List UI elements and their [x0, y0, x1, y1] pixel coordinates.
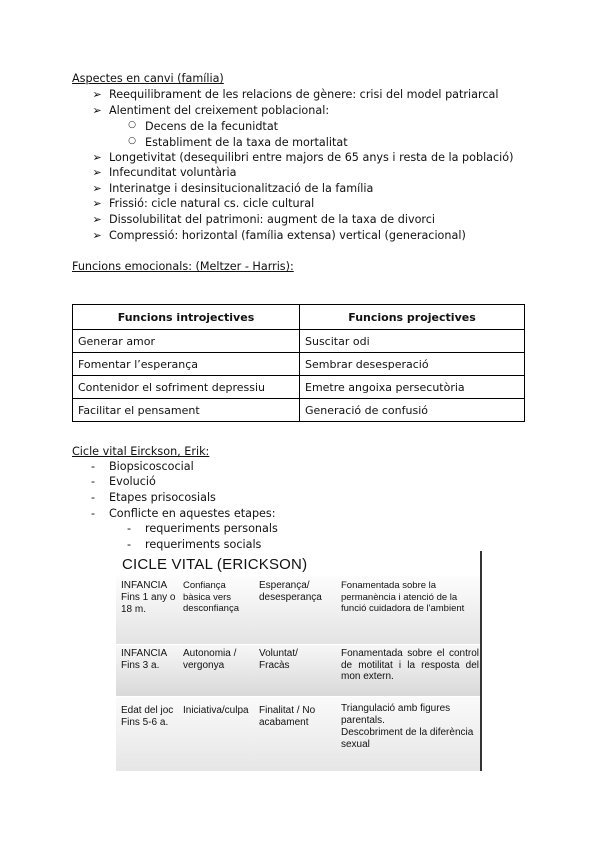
sub-list-item: Establiment de la taxa de mortalitat: [145, 136, 348, 149]
stage-row: [116, 576, 482, 645]
stage-conflict: Iniciativa/culpa: [183, 705, 249, 716]
stage-description: Triangulació amb figures parentals.: [341, 703, 451, 726]
table-cell: Fomentar l’esperança: [73, 353, 300, 376]
dash-bullet-icon: -: [90, 507, 96, 520]
stage-virtue: Finalitat / No acabament: [259, 705, 316, 728]
arrow-bullet-icon: ➢: [92, 104, 102, 117]
arrow-bullet-icon: ➢: [92, 88, 102, 101]
table-cell: Suscitar odi: [300, 330, 525, 353]
table-cell: Sembrar desesperació: [300, 353, 525, 376]
stage-description: Fonamentada sobre el control de motilitat i la resposta del mon extern.: [341, 648, 479, 682]
section2-heading: Funcions emocionals: (Meltzer - Harris):: [72, 260, 294, 273]
arrow-bullet-icon: ➢: [92, 229, 102, 242]
arrow-bullet-icon: ➢: [92, 213, 102, 226]
emotional-functions-table: [72, 304, 525, 422]
arrow-bullet-icon: ➢: [92, 197, 102, 210]
stage-name: Edat del joc: [121, 705, 174, 716]
list-item: Alentiment del creixement poblacional:: [109, 104, 330, 117]
list-item: Longetivitat (desequilibri entre majors de 65 anys i resta de la població): [109, 151, 514, 164]
list-item: Compressió: horizontal (família extensa) vertical (generacional): [109, 229, 466, 242]
table-cell: Emetre angoixa persecutòria: [300, 376, 525, 399]
sub-list-item: requeriments socials: [145, 538, 262, 551]
column-header-introjective: Funcions introjectives: [73, 305, 300, 330]
arrow-bullet-icon: ➢: [92, 182, 102, 195]
table-header-row: [73, 305, 525, 330]
dash-bullet-icon: -: [126, 538, 132, 551]
sub-list-item: Decens de la fecunidtat: [145, 120, 279, 133]
stage-name: INFANCIA: [121, 580, 168, 591]
stage-description-extra: Descobriment de la diferència sexual: [341, 727, 474, 750]
stage-age: Fins 1 any o 18 m.: [121, 592, 176, 615]
list-item: Evolució: [109, 475, 156, 488]
list-item: Infecunditat voluntària: [109, 166, 237, 179]
stage-age: Fins 5-6 a.: [121, 717, 169, 728]
table-cell: Contenidor el sofriment depressiu: [73, 376, 300, 399]
table-row: [73, 376, 525, 399]
circle-bullet-icon: ○: [128, 120, 136, 130]
list-item: Interinatge i desinsitucionalització de la família: [109, 182, 374, 195]
dash-bullet-icon: -: [90, 460, 96, 473]
dash-bullet-icon: -: [126, 522, 132, 535]
circle-bullet-icon: ○: [128, 136, 136, 146]
list-item: Biopsicoscocial: [109, 460, 194, 473]
figure-title: CICLE VITAL (ERICKSON): [122, 556, 308, 573]
sub-list-item: requeriments personals: [145, 522, 278, 535]
table-row: [73, 353, 525, 376]
dash-bullet-icon: -: [90, 475, 96, 488]
list-item: Conflicte en aquestes etapes:: [109, 507, 276, 520]
list-item: Etapes prisocosials: [109, 491, 216, 504]
erickson-life-cycle-figure: [116, 551, 482, 771]
arrow-bullet-icon: ➢: [92, 166, 102, 179]
stage-description: Fonamentada sobre la permanència i atenció de la funció cuidadora de l'ambient: [341, 580, 465, 614]
stage-name: INFANCIA: [121, 648, 168, 659]
stage-virtue: Voluntat/ Fracàs: [259, 648, 298, 671]
section3-heading: Cicle vital Eirckson, Erik:: [72, 445, 210, 458]
list-item: Reequilibrament de les relacions de gènere: crisi del model patriarcal: [109, 88, 499, 101]
table-cell: Facilitar el pensament: [73, 399, 300, 422]
stage-conflict: Autonomia / vergonya: [183, 648, 237, 671]
table-cell: Generar amor: [73, 330, 300, 353]
table-row: [73, 330, 525, 353]
arrow-bullet-icon: ➢: [92, 151, 102, 164]
table-row: [73, 399, 525, 422]
stage-age: Fins 3 a.: [121, 660, 160, 671]
list-item: Frissió: cicle natural cs. cicle cultural: [109, 197, 315, 210]
list-item: Dissolubilitat del patrimoni: augment de la taxa de divorci: [109, 213, 436, 226]
section1-heading: Aspectes en canvi (família): [72, 72, 224, 85]
stage-conflict: Confiança bàsica vers desconfiança: [183, 580, 239, 614]
stage-row: [116, 645, 482, 697]
stage-row: [116, 697, 482, 771]
table-cell: Generació de confusió: [300, 399, 525, 422]
figure-edge-line: [480, 551, 482, 771]
column-header-projective: Funcions projectives: [300, 305, 525, 330]
stage-virtue: Esperança/ desesperança: [259, 580, 322, 603]
dash-bullet-icon: -: [90, 491, 96, 504]
